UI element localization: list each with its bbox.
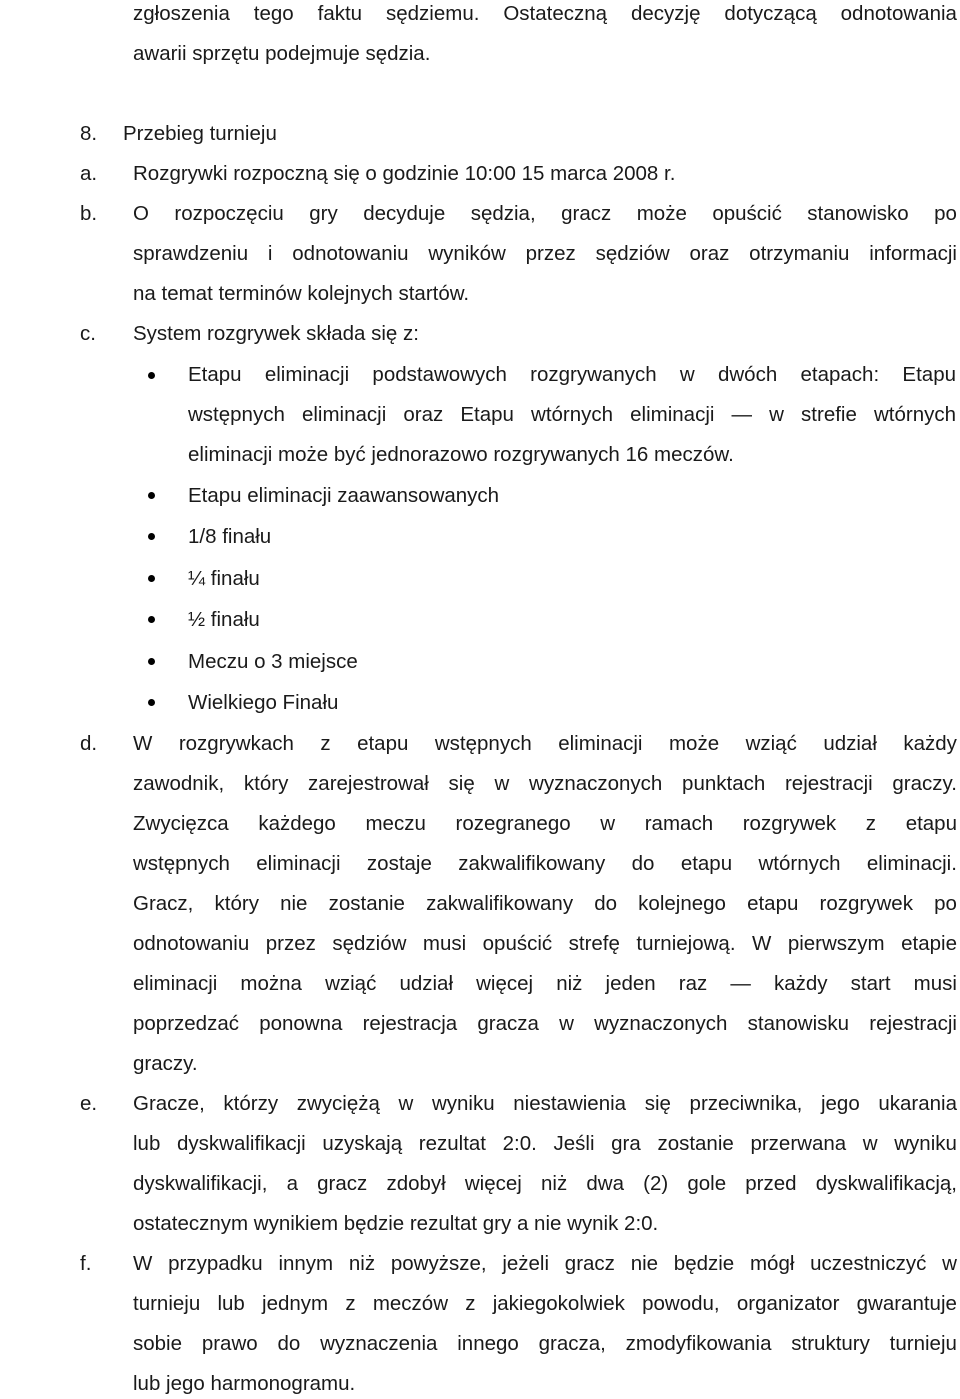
item-d-line-9: graczy. xyxy=(133,1052,198,1075)
item-b-line-2 xyxy=(133,242,957,266)
word: eliminacji xyxy=(264,363,350,386)
word: etapie xyxy=(901,932,957,955)
word: nie xyxy=(280,892,308,915)
word: wziąć xyxy=(325,972,377,995)
word: raz xyxy=(678,972,708,995)
word: informacji xyxy=(869,242,957,265)
word: ukarania xyxy=(878,1092,957,1115)
word: wstępnych xyxy=(188,403,285,426)
word: przerwana xyxy=(750,1132,847,1155)
item-c-bullet-3: 1/8 finału xyxy=(188,525,272,548)
word: z xyxy=(320,732,331,755)
word: Etapu xyxy=(460,403,514,426)
intro-line-2: awarii sprzętu podejmuje sędzia. xyxy=(133,42,431,65)
word: gwarantuje xyxy=(856,1292,957,1315)
word: eliminacji xyxy=(301,403,387,426)
word: zawodnik, xyxy=(133,772,225,795)
item-c-bullet-7: Wielkiego Finału xyxy=(188,691,339,714)
word: zostanie xyxy=(328,892,405,915)
word: udział xyxy=(823,732,877,755)
word: więcej xyxy=(476,972,534,995)
word: odnotowaniu xyxy=(292,242,409,265)
item-d-line-6 xyxy=(133,932,957,956)
word: struktury xyxy=(791,1332,870,1355)
word: a xyxy=(286,1172,298,1195)
word: rejestracji xyxy=(784,772,873,795)
word: dwóch xyxy=(717,363,778,386)
word: w xyxy=(769,403,784,426)
word: wyznaczonych xyxy=(529,772,663,795)
word: jednym xyxy=(262,1292,329,1315)
word: jakiegokolwiek xyxy=(492,1292,625,1315)
word: można xyxy=(240,972,302,995)
word: wtórnych xyxy=(873,403,956,426)
word: w xyxy=(942,1252,957,1275)
word: przez xyxy=(265,932,316,955)
word: gole xyxy=(687,1172,727,1195)
word: turnieju xyxy=(133,1292,201,1315)
item-b-marker: b. xyxy=(80,202,98,225)
item-b-line-3: na temat terminów kolejnych startów. xyxy=(133,282,470,305)
word: strefę xyxy=(568,932,620,955)
word: punktach xyxy=(682,772,766,795)
item-d-line-8 xyxy=(133,1012,957,1036)
word: — xyxy=(730,972,751,995)
word: kolejnego xyxy=(638,892,726,915)
word: opuścić xyxy=(712,202,782,225)
word: wyniku xyxy=(431,1092,495,1115)
word: do xyxy=(631,852,655,875)
intro-line-1 xyxy=(133,2,957,26)
word: gracza, xyxy=(538,1332,606,1355)
word: może xyxy=(636,202,687,225)
word: rozpoczęciu xyxy=(174,202,284,225)
word: jeżeli xyxy=(502,1252,550,1275)
word: strefie xyxy=(801,403,857,426)
word: start xyxy=(850,972,891,995)
word: w xyxy=(398,1092,414,1115)
word: musi xyxy=(422,932,467,955)
word: eliminacji xyxy=(558,732,643,755)
word: którzy xyxy=(223,1092,279,1115)
word: lub xyxy=(133,1132,161,1155)
word: zostanie xyxy=(657,1132,734,1155)
word: Gracz, xyxy=(133,892,194,915)
item-c-text: System rozgrywek składa się z: xyxy=(133,322,419,345)
word: gracza xyxy=(477,1012,539,1035)
word: meczów xyxy=(372,1292,449,1315)
word: O xyxy=(133,202,149,225)
word: do xyxy=(277,1332,301,1355)
item-f-line-1 xyxy=(133,1252,957,1276)
word: odnotowaniu xyxy=(133,932,250,955)
item-b-line-1 xyxy=(133,202,957,226)
word: sędziów xyxy=(595,242,670,265)
item-e-line-4: ostatecznym wynikiem będzie rezultat gry a nie wynik 2:0. xyxy=(133,1212,659,1235)
word: może xyxy=(668,732,720,755)
word: Etapu xyxy=(902,363,956,386)
word: w xyxy=(679,363,695,386)
item-a-text: Rozgrywki rozpoczną się o godzinie 10:00 15 marca 2008 r. xyxy=(133,162,676,185)
item-e-line-1 xyxy=(133,1092,957,1116)
item-f-line-2 xyxy=(133,1292,957,1316)
word: tego xyxy=(253,2,294,25)
item-c-bullet-1-line-2 xyxy=(188,403,956,427)
item-c-marker: c. xyxy=(80,322,96,345)
word: przed xyxy=(745,1172,797,1195)
word: uczestniczyć xyxy=(810,1252,927,1275)
word: gry xyxy=(309,202,338,225)
word: wyznaczonych xyxy=(594,1012,728,1035)
word: rejestracja xyxy=(362,1012,458,1035)
word: dyskwalifikacji xyxy=(177,1132,306,1155)
word: rozgrywanych xyxy=(530,363,657,386)
word: przez xyxy=(525,242,576,265)
item-c-bullet-4: ¼ finału xyxy=(188,567,260,590)
word: niż xyxy=(348,1252,376,1275)
word: gracz xyxy=(564,1252,615,1275)
word: będzie xyxy=(673,1252,735,1275)
word: rozgrywek xyxy=(819,892,913,915)
word: sprawdzeniu xyxy=(133,242,249,265)
word: etapu xyxy=(747,892,799,915)
word: powodu, xyxy=(642,1292,720,1315)
word: z xyxy=(465,1292,476,1315)
item-d-line-1 xyxy=(133,732,957,756)
word: dyskwalifikacją, xyxy=(815,1172,957,1195)
word: gra xyxy=(611,1132,641,1155)
item-c-bullet-6: Meczu o 3 miejsce xyxy=(188,650,358,673)
word: przypadku xyxy=(168,1252,263,1275)
word: i xyxy=(267,242,273,265)
item-a-marker: a. xyxy=(80,162,98,185)
item-e-line-2 xyxy=(133,1132,957,1156)
word: zostaje xyxy=(366,852,432,875)
word: przeciwnika, xyxy=(689,1092,803,1115)
word: niż xyxy=(540,1172,568,1195)
word: który xyxy=(214,892,259,915)
word: jeden xyxy=(605,972,656,995)
word: W xyxy=(133,1252,153,1275)
section-number: 8. xyxy=(80,122,98,145)
word: turnieju xyxy=(889,1332,957,1355)
word: w xyxy=(862,1132,878,1155)
item-d-line-2 xyxy=(133,772,957,796)
word: w xyxy=(559,1012,574,1035)
word: innym xyxy=(278,1252,334,1275)
item-d-line-3 xyxy=(133,812,957,836)
word: więcej xyxy=(464,1172,522,1195)
word: W xyxy=(751,932,772,955)
word: eliminacji xyxy=(630,403,715,426)
item-c-bullet-1-line-1 xyxy=(188,363,956,387)
word: eliminacji xyxy=(133,972,218,995)
word: zgłoszenia xyxy=(133,2,230,25)
word: który xyxy=(243,772,289,795)
word: każdy xyxy=(774,972,828,995)
word: pierwszym xyxy=(787,932,885,955)
word: meczu xyxy=(365,812,426,835)
word: się xyxy=(644,1092,671,1115)
word: opuścić xyxy=(482,932,553,955)
word: z xyxy=(345,1292,356,1315)
word: Ostateczną xyxy=(503,2,608,25)
word: jego xyxy=(820,1092,860,1115)
item-f-line-3 xyxy=(133,1332,957,1356)
word: 2:0. xyxy=(502,1132,537,1155)
word: etapach: xyxy=(800,363,880,386)
word: etapu xyxy=(357,732,409,755)
word: wziąć xyxy=(745,732,797,755)
item-c-bullet-1-line-3: eliminacji może być jednorazowo rozgrywanych 16 meczów. xyxy=(188,443,734,466)
word: prawo xyxy=(201,1332,258,1355)
item-d-line-7 xyxy=(133,972,957,996)
bullet-icon xyxy=(148,575,155,582)
item-e-line-3 xyxy=(133,1172,957,1196)
word: etapu xyxy=(680,852,733,875)
item-e-marker: e. xyxy=(80,1092,98,1115)
word: mógł xyxy=(749,1252,795,1275)
word: gracz xyxy=(561,202,612,225)
word: otrzymaniu xyxy=(749,242,850,265)
word: stanowisku xyxy=(747,1012,850,1035)
item-d-line-4 xyxy=(133,852,957,876)
word: uzyskają xyxy=(322,1132,403,1155)
word: Etapu xyxy=(188,363,242,386)
bullet-icon xyxy=(148,533,155,540)
word: wtórnych xyxy=(531,403,614,426)
item-c-bullet-5: ½ finału xyxy=(188,608,260,631)
word: udział xyxy=(399,972,453,995)
word: W xyxy=(133,732,153,755)
word: sędziów xyxy=(332,932,407,955)
word: turniejową. xyxy=(636,932,736,955)
word: z xyxy=(865,812,877,835)
word: zmodyfikowania xyxy=(625,1332,772,1355)
word: rezultat xyxy=(418,1132,487,1155)
word: nie xyxy=(630,1252,659,1275)
word: poprzedzać xyxy=(133,1012,239,1035)
word: ponowna xyxy=(259,1012,343,1035)
word: każdego xyxy=(258,812,336,835)
item-d-line-5 xyxy=(133,892,957,916)
word: zarejestrował xyxy=(308,772,429,795)
word: graczy. xyxy=(892,772,957,795)
item-f-line-4: lub jego harmonogramu. xyxy=(133,1372,356,1395)
word: podstawowych xyxy=(372,363,507,386)
item-c-bullet-2: Etapu eliminacji zaawansowanych xyxy=(188,484,500,507)
word: gracz xyxy=(317,1172,368,1195)
word: decyzję xyxy=(630,2,701,25)
word: zakwalifikowany xyxy=(458,852,606,875)
word: wstępnych xyxy=(133,852,230,875)
word: rejestracji xyxy=(869,1012,957,1035)
word: do xyxy=(594,892,618,915)
word: sobie xyxy=(133,1332,183,1355)
word: organizator xyxy=(736,1292,840,1315)
word: wyniku xyxy=(894,1132,957,1155)
word: niestawienia xyxy=(513,1092,627,1115)
word: rozgrywkach xyxy=(178,732,294,755)
word: wtórnych xyxy=(758,852,841,875)
word: eliminacji xyxy=(256,852,341,875)
word: musi xyxy=(913,972,957,995)
word: zwyciężą xyxy=(296,1092,380,1115)
word: dyskwalifikacji, xyxy=(133,1172,268,1195)
bullet-icon xyxy=(148,616,155,623)
word: wstępnych xyxy=(434,732,532,755)
word: Gracze, xyxy=(133,1092,205,1115)
word: rozegranego xyxy=(455,812,571,835)
word: ramach xyxy=(644,812,714,835)
word: dotyczącą xyxy=(724,2,817,25)
word: (2) xyxy=(643,1172,669,1195)
word: Jeśli xyxy=(553,1132,595,1155)
word: po xyxy=(934,202,957,225)
word: wyników xyxy=(428,242,506,265)
word: zakwalifikowany xyxy=(426,892,574,915)
word: Zwycięzca xyxy=(133,812,229,835)
word: powyższe, xyxy=(390,1252,487,1275)
word: faktu xyxy=(317,2,363,25)
word: eliminacji. xyxy=(866,852,957,875)
word: po xyxy=(934,892,957,915)
bullet-icon xyxy=(148,492,155,499)
word: się xyxy=(448,772,475,795)
word: oraz xyxy=(403,403,444,426)
word: stanowisko xyxy=(807,202,909,225)
word: zdobył xyxy=(386,1172,446,1195)
word: w xyxy=(600,812,616,835)
item-d-marker: d. xyxy=(80,732,98,755)
bullet-icon xyxy=(148,699,155,706)
word: sędzia, xyxy=(470,202,536,225)
word: lub xyxy=(217,1292,245,1315)
word: rozgrywek xyxy=(742,812,837,835)
word: w xyxy=(494,772,510,795)
word: dwa xyxy=(586,1172,624,1195)
word: sędziemu. xyxy=(386,2,480,25)
word: niż xyxy=(556,972,583,995)
bullet-icon xyxy=(148,372,155,379)
word: innego xyxy=(457,1332,519,1355)
word: — xyxy=(731,403,753,426)
word: wyznaczenia xyxy=(320,1332,438,1355)
section-title: Przebieg turnieju xyxy=(123,122,277,145)
word: odnotowania xyxy=(840,2,957,25)
word: etapu xyxy=(905,812,957,835)
bullet-icon xyxy=(148,658,155,665)
word: oraz xyxy=(689,242,730,265)
word: każdy xyxy=(903,732,957,755)
word: decyduje xyxy=(363,202,446,225)
item-f-marker: f. xyxy=(80,1252,92,1275)
